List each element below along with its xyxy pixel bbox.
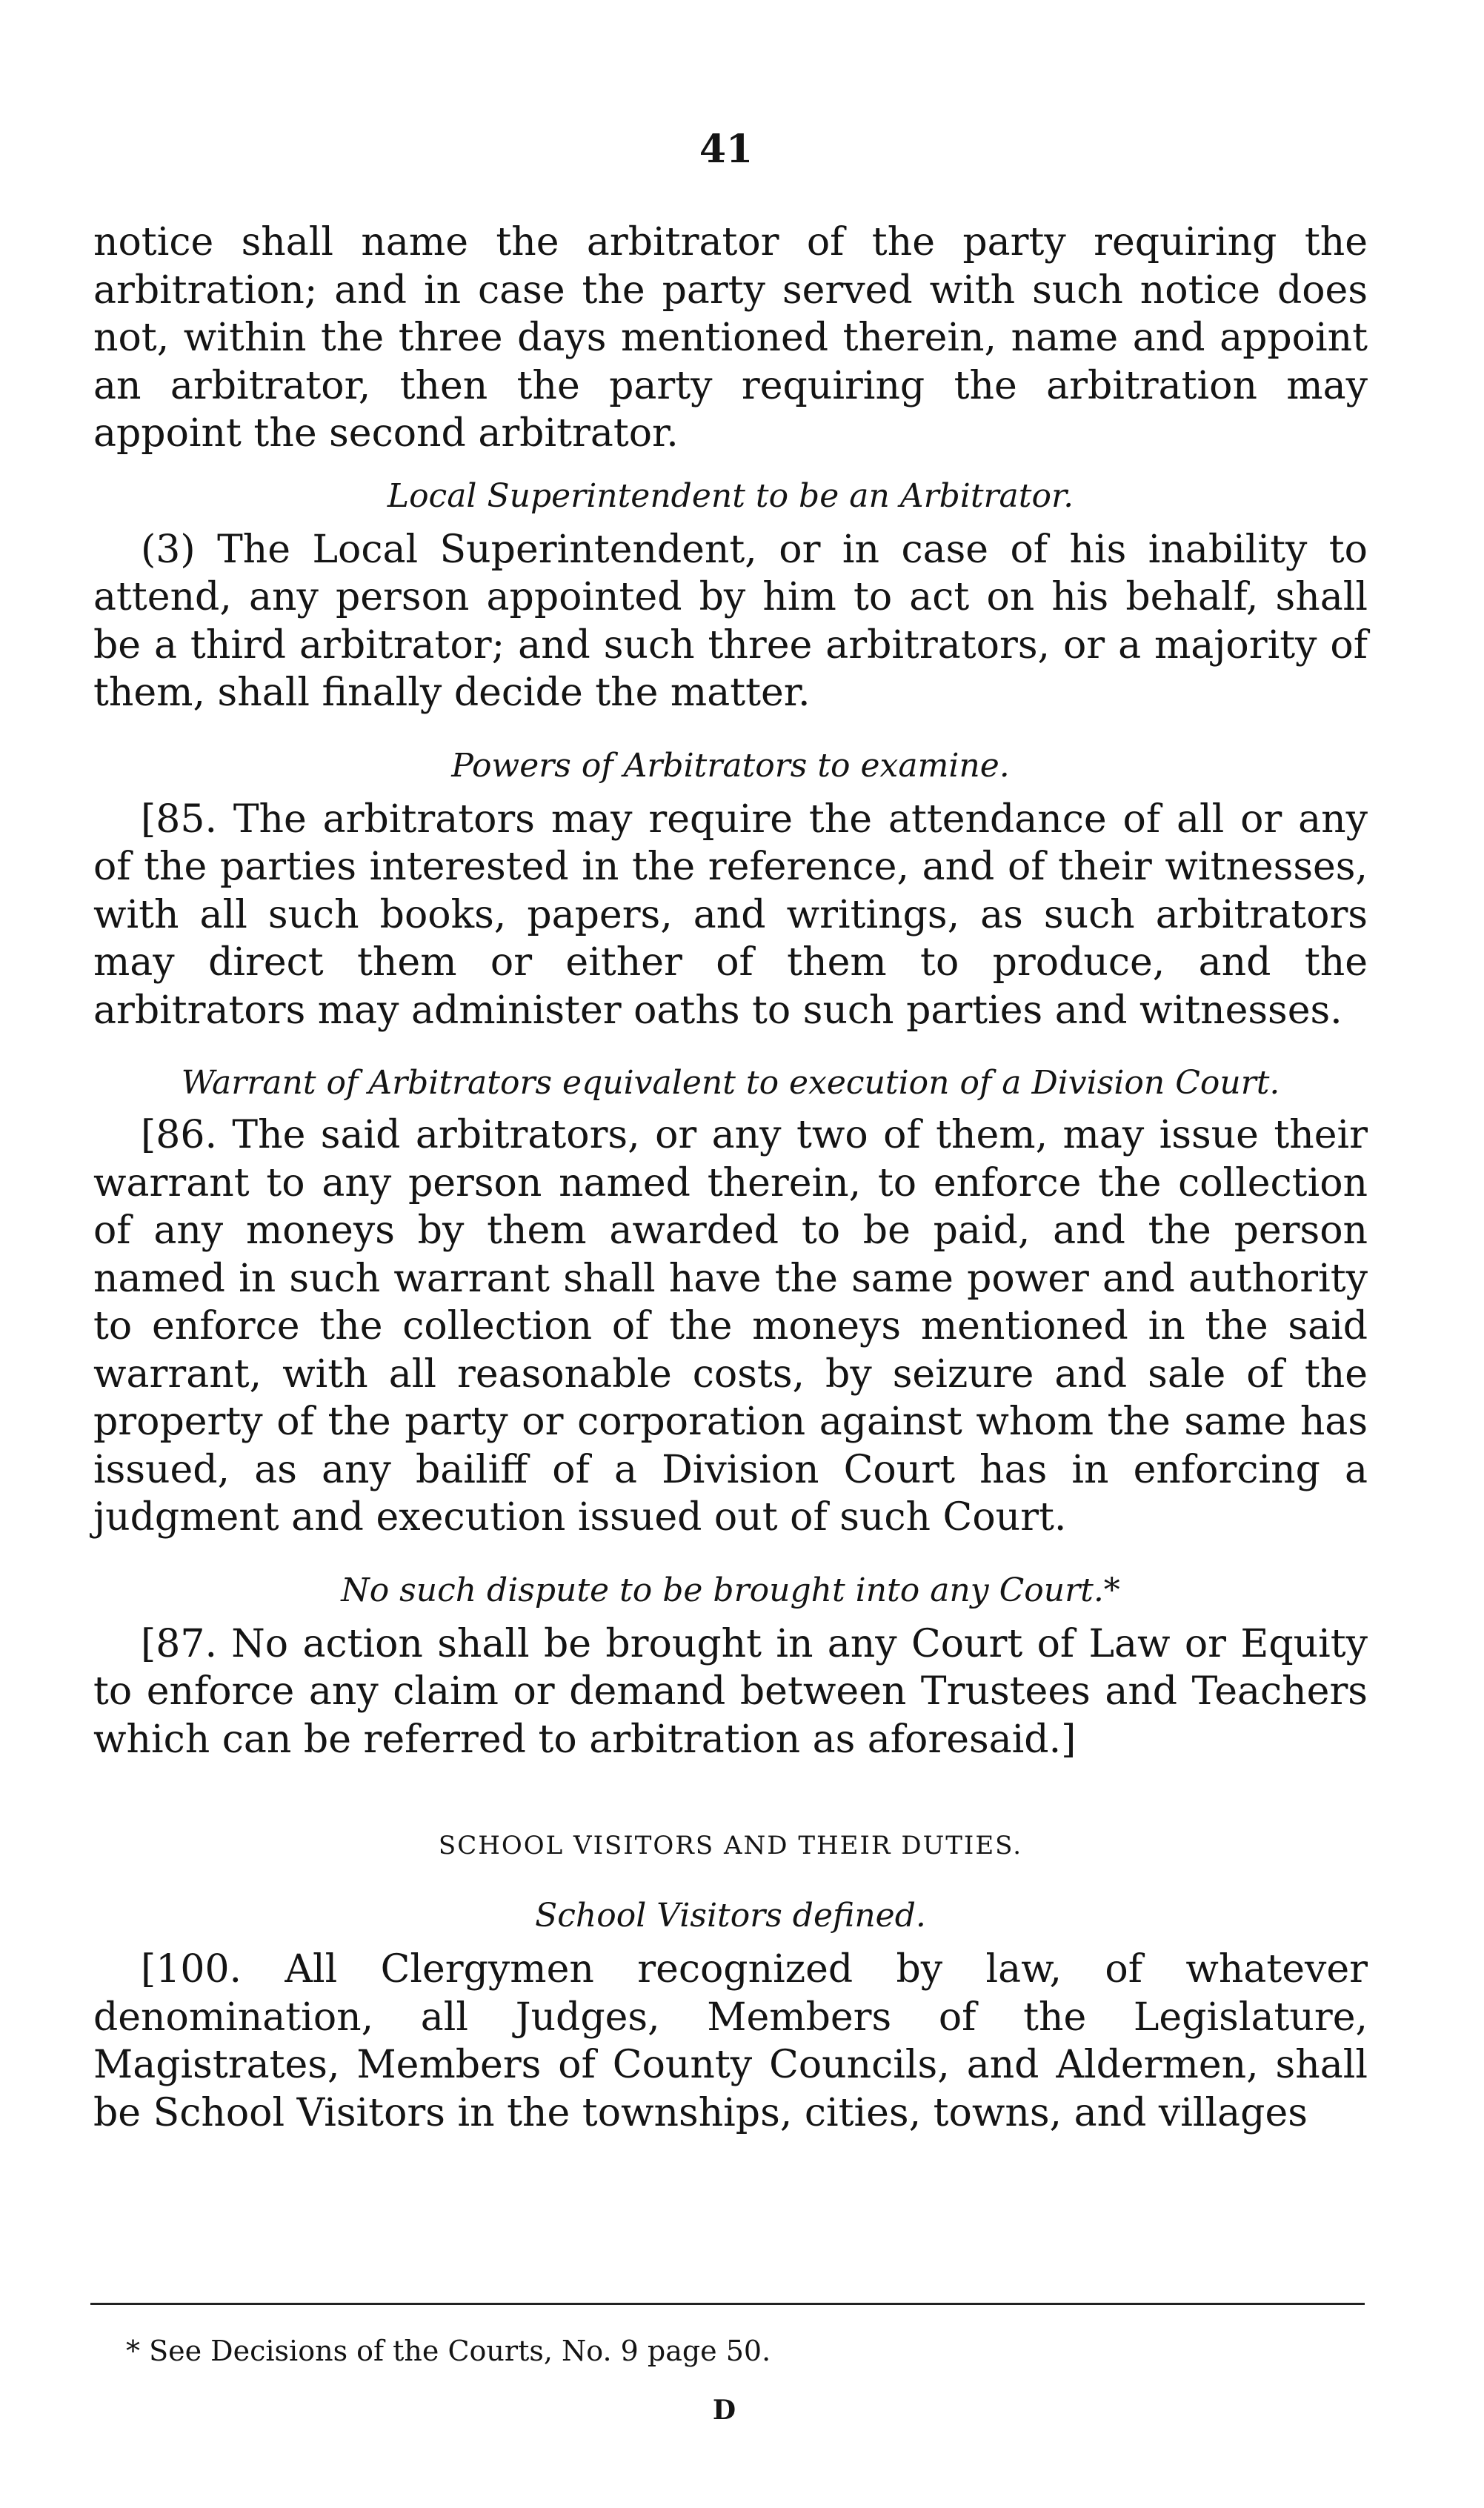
marginal-heading-local-superintendent: Local Superintendent to be an Arbitrator. [387, 476, 1074, 515]
marginal-heading-no-dispute: No such dispute to be brought into any Court.* [341, 1571, 1120, 1609]
signature-mark: D [712, 2395, 736, 2426]
marginal-heading-warrant: Warrant of Arbitrators equivalent to execution of a Division Court. [181, 1064, 1280, 1102]
paragraph-clause-3: (3) The Local Superintendent, or in case of his inability to attend, any person appointed by him to act on his behalf, shall be a third arbitrator; and such three arbitrators, or a majority of them, shall finally decide the matter. [93, 527, 1368, 715]
body-text [93, 219, 1368, 2137]
paragraph-section-100: [100. All Clergymen recognized by law, of whatever denomination, all Judges, Members of the Legislature, Magistrates, Members of County Councils, and Aldermen, shall be School Visitors in the townships, cities, towns, and villages [93, 1947, 1368, 2135]
page-number: 41 [699, 127, 753, 172]
paragraph-continuation: notice shall name the arbitrator of the party requiring the arbitration; and in case the party served with such notice does not, within the three days mentioned therein, name and appoint an arbitrator, then the party requiring the arbitration may appoint the second arbitrator. [93, 220, 1368, 456]
marginal-heading-powers: Powers of Arbitrators to examine. [451, 746, 1010, 785]
footnote: * See Decisions of the Courts, No. 9 page 50. [126, 2335, 771, 2367]
paragraph-section-85: [85. The arbitrators may require the attendance of all or any of the parties interested in the reference, and of their witnesses, with all such books, papers, and writings, as such arbitrators may direct them or either of them to produce, and the arbitrators may administer oaths to such parties and witnesses. [93, 796, 1368, 1033]
paragraph-section-87: [87. No action shall be brought in any Court of Law or Equity to enforce any claim or demand between Trustees and Teachers which can be referred to arbitration as aforesaid.] [93, 1621, 1368, 1762]
footnote-rule [90, 2303, 1365, 2305]
section-title-school-visitors: SCHOOL VISITORS AND THEIR DUTIES. [438, 1831, 1023, 1860]
marginal-heading-school-visitors: School Visitors defined. [535, 1897, 926, 1935]
paragraph-section-86: [86. The said arbitrators, or any two of them, may issue their warrant to any person named therein, to enforce the collection of any moneys by them awarded to be paid, and the person named in such warrant shall have the same power and authority to enforce the collection of the moneys mentioned in the said warrant, with all reasonable costs, by seizure and sale of the property of the party or corporation against whom the same has issued, as any bailiff of a Division Court has in enforcing a judgment and execution issued out of such Court. [93, 1113, 1368, 1540]
